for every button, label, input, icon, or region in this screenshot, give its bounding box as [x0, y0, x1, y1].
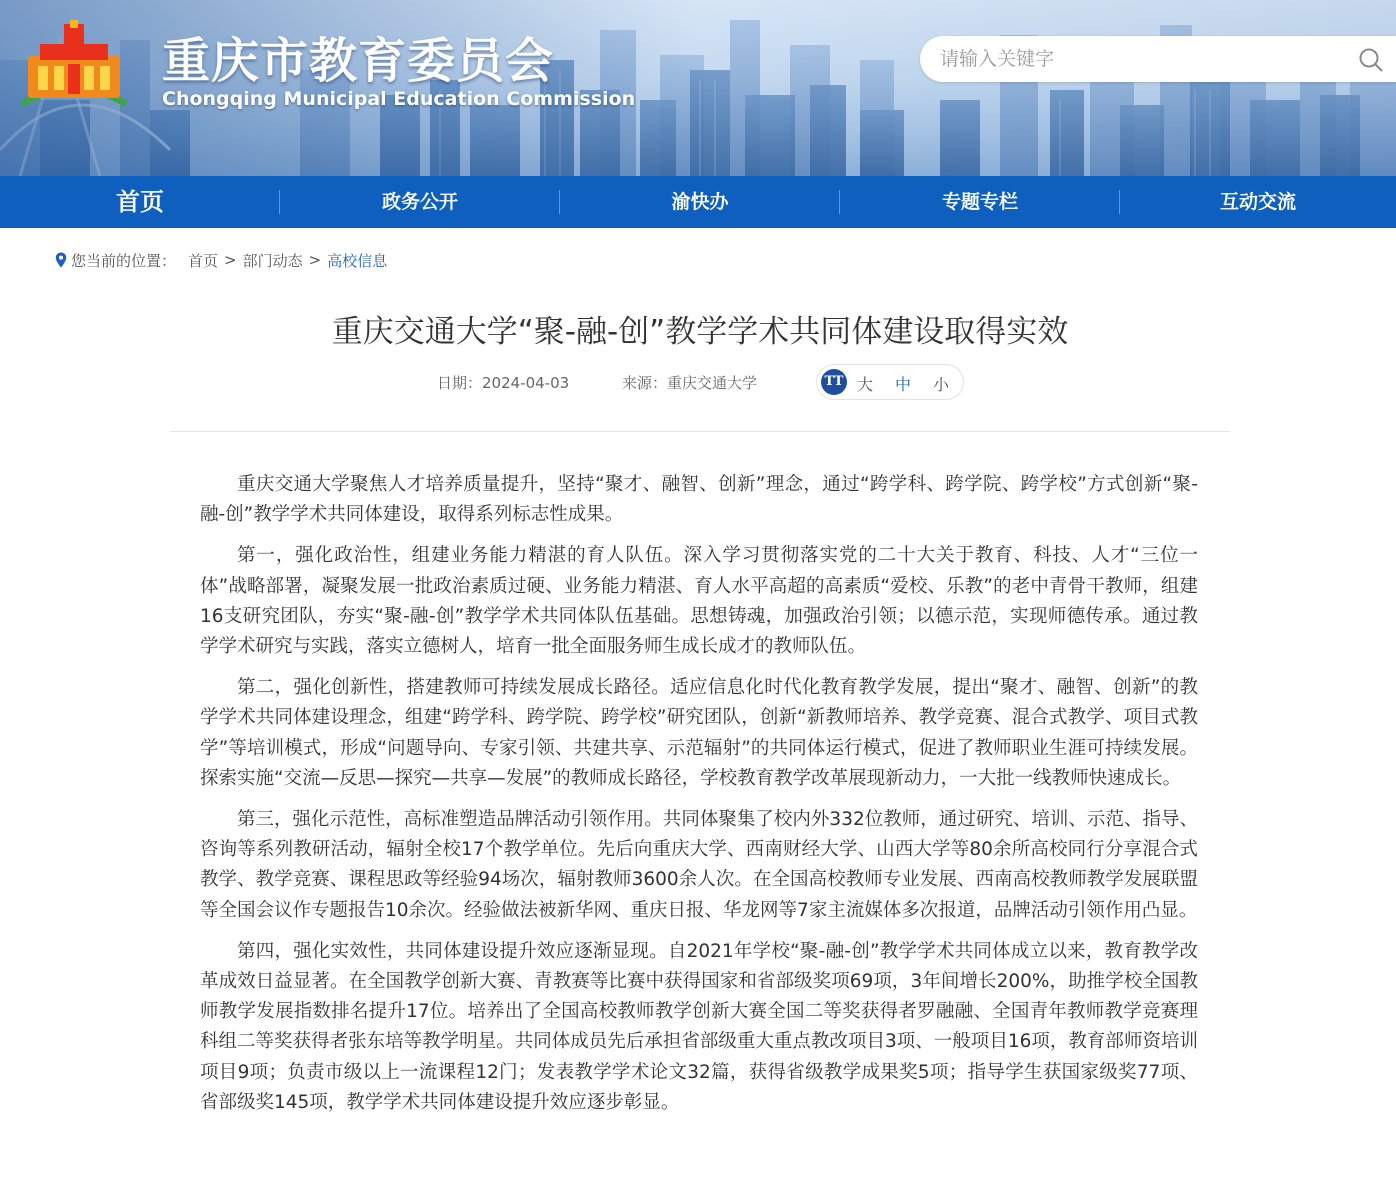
article-paragraph: 第一，强化政治性，组建业务能力精湛的育人队伍。深入学习贯彻落实党的二十大关于教育、科技、人才“三位一体”战略部署，凝聚发展一批政治素质过硬、业务能力精湛、育人水平高超的高素质“爱校、乐教”的老中青骨干教师，组建16支研究团队，夯实“聚-融-创”教学学术共同体队伍基础。思想铸魂，加强政治引领；以德示范，实现师德传承。通过教学学术研究与实践，落实立德树人，培育一批全面服务师生成长成才的教师队伍。	[200, 545, 1198, 658]
location-pin-icon	[55, 252, 67, 268]
search-icon[interactable]	[1358, 47, 1384, 73]
search-box	[920, 36, 1396, 82]
nav-item-interaction[interactable]: 互动交流	[1219, 191, 1296, 213]
commission-emblem-icon	[18, 20, 130, 112]
search-input[interactable]	[938, 36, 1338, 82]
header-banner	[0, 0, 1396, 176]
article-title: 重庆交通大学“聚-融-创”教学学术共同体建设取得实效	[331, 314, 1069, 350]
font-size-control	[816, 364, 964, 400]
breadcrumb-home-link[interactable]: 首页	[188, 251, 219, 270]
header-divider	[170, 431, 1230, 432]
breadcrumb	[55, 249, 387, 271]
site-subtitle: Chongqing Municipal Education Commission	[162, 88, 636, 110]
article-paragraph: 重庆交通大学聚焦人才培养质量提升，坚持“聚才、融智、创新”理念，通过“跨学科、跨学院、跨学校”方式创新“聚-融-创”教学学术共同体建设，取得系列标志性成果。	[200, 474, 1198, 526]
breadcrumb-separator: >	[308, 251, 322, 269]
nav-item-yukuaiban[interactable]: 渝快办	[560, 176, 840, 228]
nav-item-home[interactable]: 首页	[0, 176, 280, 228]
article-date: 日期：2024-04-03	[437, 374, 570, 392]
breadcrumb-separator: >	[224, 251, 237, 269]
article-paragraph: 第二，强化创新性，搭建教师可持续发展成长路径。适应信息化时代化教育教学发展，提出“聚才、融智、创新”的教学学术共同体建设理念，组建“跨学科、跨学院、跨学校”研究团队，创新“新教师培养、教学竞赛、混合式教学、项目式教学”等培训模式，形成“问题导向、专家引领、共建共享、示范辐射”的共同体运行模式，促进了教师职业生涯可持续发展。探索实施“交流—反思—探究—共享—发展”的教师成长路径，学校教育教学改革展现新动力，一大批一线教师快速成长。	[200, 677, 1198, 789]
font-size-small-button[interactable]: 小	[933, 375, 950, 394]
article-paragraph: 第三，强化示范性，高标准塑造品牌活动引领作用。共同体聚集了校内外332位教师，通过研究、培训、示范、指导、咨询等系列教研活动，辐射全校17个教学单位。先后向重庆大学、西南财经大学、山西大学等80余所高校同行分享混合式教学、教学竞赛、课程思政等经验94场次，辐射教师3600余人次。在全国高校教师专业发展、西南高校教师教学发展联盟等全国会议作专题报告10余次。经验做法被新华网、重庆日报、华龙网等7家主流媒体多次报道，品牌活动引领作用凸显。	[200, 809, 1198, 921]
breadcrumb-university-info-link[interactable]: 高校信息	[327, 251, 388, 270]
article-meta	[0, 364, 1396, 400]
nav-item-special-topics[interactable]: 专题专栏	[840, 176, 1120, 228]
font-size-medium-button[interactable]: 中	[895, 375, 912, 394]
font-size-large-button[interactable]: 大	[857, 375, 874, 394]
nav-item-government-affairs[interactable]: 政务公开	[280, 176, 560, 228]
article-body	[200, 470, 1198, 1129]
site-title: 重庆市教育委员会	[162, 33, 555, 89]
breadcrumb-prefix: 您当前的位置：	[71, 251, 177, 270]
main-nav	[0, 176, 1396, 228]
breadcrumb-department-news-link[interactable]: 部门动态	[242, 251, 303, 270]
article-source: 来源：重庆交通大学	[622, 374, 758, 392]
article-paragraph: 第四，强化实效性，共同体建设提升效应逐渐显现。自2021年学校“聚-融-创”教学学术共同体成立以来，教育教学改革成效日益显著。在全国教学创新大赛、青教赛等比赛中获得国家和省部级奖项69项，3年间增长200%，助推学校全国教师教学发展指数排名提升17位。培养出了全国高校教师教学创新大赛全国二等奖获得者罗融融、全国青年教师教学竞赛理科组二等奖获得者张东培等教学明星。共同体成员先后承担省部级重大重点教改项目3项、一般项目16项，教育部师资培训项目9项；负责市级以上一流课程12门；发表教学学术论文32篇，获得省级教学成果奖5项；指导学生获国家级奖77项、省部级奖145项，教学学术共同体建设提升效应逐步彰显。	[200, 940, 1198, 1113]
font-size-icon: TT	[821, 369, 847, 395]
